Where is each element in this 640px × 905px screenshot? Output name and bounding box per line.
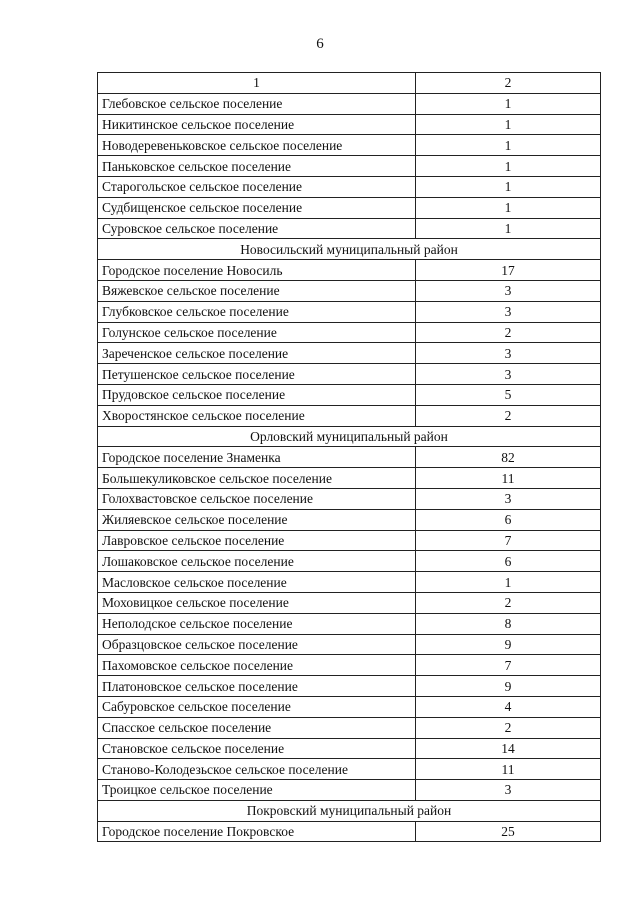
table-row xyxy=(98,301,601,322)
settlement-count: 1 xyxy=(416,135,601,156)
table-header-row xyxy=(98,73,601,94)
settlement-count: 1 xyxy=(416,93,601,114)
settlement-name: Образцовское сельское поселение xyxy=(98,634,416,655)
settlement-name: Лошаковское сельское поселение xyxy=(98,551,416,572)
settlement-count: 1 xyxy=(416,156,601,177)
table-row xyxy=(98,530,601,551)
table-row xyxy=(98,364,601,385)
settlement-name: Городское поселение Знаменка xyxy=(98,447,416,468)
settlement-name: Голунское сельское поселение xyxy=(98,322,416,343)
settlement-count: 2 xyxy=(416,405,601,426)
settlement-count: 6 xyxy=(416,509,601,530)
table-row xyxy=(98,114,601,135)
settlement-name: Голохвастовское сельское поселение xyxy=(98,488,416,509)
settlement-count: 3 xyxy=(416,280,601,301)
settlement-name: Становское сельское поселение xyxy=(98,738,416,759)
settlement-name: Зареченское сельское поселение xyxy=(98,343,416,364)
settlement-count: 1 xyxy=(416,114,601,135)
table-row xyxy=(98,634,601,655)
settlement-name: Моховицкое сельское поселение xyxy=(98,592,416,613)
settlement-count: 14 xyxy=(416,738,601,759)
table-row xyxy=(98,447,601,468)
settlement-name: Сабуровское сельское поселение xyxy=(98,696,416,717)
table-row xyxy=(98,260,601,281)
table-row xyxy=(98,322,601,343)
settlement-name: Новодеревеньковское сельское поселение xyxy=(98,135,416,156)
table-row xyxy=(98,156,601,177)
table-row xyxy=(98,176,601,197)
table-row xyxy=(98,738,601,759)
settlement-name: Платоновское сельское поселение xyxy=(98,676,416,697)
settlement-count: 4 xyxy=(416,696,601,717)
settlement-count: 2 xyxy=(416,592,601,613)
table-row xyxy=(98,572,601,593)
settlement-count: 1 xyxy=(416,218,601,239)
table-row xyxy=(98,93,601,114)
settlement-count: 2 xyxy=(416,717,601,738)
settlement-count: 17 xyxy=(416,260,601,281)
settlement-name: Жиляевское сельское поселение xyxy=(98,509,416,530)
settlement-count: 3 xyxy=(416,343,601,364)
settlement-name: Глебовское сельское поселение xyxy=(98,93,416,114)
settlement-count: 6 xyxy=(416,551,601,572)
section-row xyxy=(98,800,601,821)
table-row xyxy=(98,780,601,801)
settlements-table xyxy=(97,72,601,842)
settlement-count: 11 xyxy=(416,759,601,780)
settlement-count: 7 xyxy=(416,530,601,551)
settlement-count: 7 xyxy=(416,655,601,676)
table-row xyxy=(98,468,601,489)
settlement-count: 3 xyxy=(416,301,601,322)
column-header-1: 1 xyxy=(98,73,416,94)
settlement-count: 11 xyxy=(416,468,601,489)
table-row xyxy=(98,197,601,218)
settlement-name: Паньковское сельское поселение xyxy=(98,156,416,177)
page-number: 6 xyxy=(316,36,324,52)
section-row xyxy=(98,426,601,447)
settlement-name: Прудовское сельское поселение xyxy=(98,384,416,405)
settlement-count: 3 xyxy=(416,488,601,509)
section-title: Новосильский муниципальный район xyxy=(98,239,601,260)
settlement-name: Лавровское сельское поселение xyxy=(98,530,416,551)
settlement-name: Городское поселение Новосиль xyxy=(98,260,416,281)
settlement-count: 3 xyxy=(416,364,601,385)
settlement-count: 3 xyxy=(416,780,601,801)
table-row xyxy=(98,592,601,613)
table-row xyxy=(98,821,601,842)
settlement-name: Масловское сельское поселение xyxy=(98,572,416,593)
section-title: Орловский муниципальный район xyxy=(98,426,601,447)
table-row xyxy=(98,488,601,509)
settlement-count: 8 xyxy=(416,613,601,634)
settlement-count: 5 xyxy=(416,384,601,405)
settlement-name: Петушенское сельское поселение xyxy=(98,364,416,385)
settlement-name: Вяжевское сельское поселение xyxy=(98,280,416,301)
settlement-name: Неполодское сельское поселение xyxy=(98,613,416,634)
settlement-count: 2 xyxy=(416,322,601,343)
table-row xyxy=(98,613,601,634)
settlement-name: Становo-Колодезьское сельское поселение xyxy=(98,759,416,780)
table-row xyxy=(98,509,601,530)
settlement-name: Большекуликовское сельское поселение xyxy=(98,468,416,489)
settlement-count: 1 xyxy=(416,197,601,218)
table-row xyxy=(98,655,601,676)
settlement-count: 9 xyxy=(416,634,601,655)
table-body xyxy=(98,73,601,842)
settlement-name: Троицкое сельское поселение xyxy=(98,780,416,801)
table-row xyxy=(98,280,601,301)
settlement-name: Пахомовское сельское поселение xyxy=(98,655,416,676)
table-row xyxy=(98,218,601,239)
section-row xyxy=(98,239,601,260)
settlement-count: 82 xyxy=(416,447,601,468)
table-row xyxy=(98,696,601,717)
table-row xyxy=(98,551,601,572)
settlement-count: 9 xyxy=(416,676,601,697)
table-row xyxy=(98,135,601,156)
settlement-name: Суровское сельское поселение xyxy=(98,218,416,239)
settlement-name: Городское поселение Покровское xyxy=(98,821,416,842)
table-row xyxy=(98,384,601,405)
settlement-name: Глубковское сельское поселение xyxy=(98,301,416,322)
section-title: Покровский муниципальный район xyxy=(98,800,601,821)
table-row xyxy=(98,759,601,780)
settlement-name: Судбищенское сельское поселение xyxy=(98,197,416,218)
settlement-count: 25 xyxy=(416,821,601,842)
settlement-name: Старогольское сельское поселение xyxy=(98,176,416,197)
column-header-2: 2 xyxy=(416,73,601,94)
settlement-name: Хворостянское сельское поселение xyxy=(98,405,416,426)
table-row xyxy=(98,717,601,738)
settlement-count: 1 xyxy=(416,176,601,197)
table-row xyxy=(98,676,601,697)
settlement-count: 1 xyxy=(416,572,601,593)
table-row xyxy=(98,405,601,426)
settlement-name: Никитинское сельское поселение xyxy=(98,114,416,135)
table-row xyxy=(98,343,601,364)
settlement-name: Спасское сельское поселение xyxy=(98,717,416,738)
